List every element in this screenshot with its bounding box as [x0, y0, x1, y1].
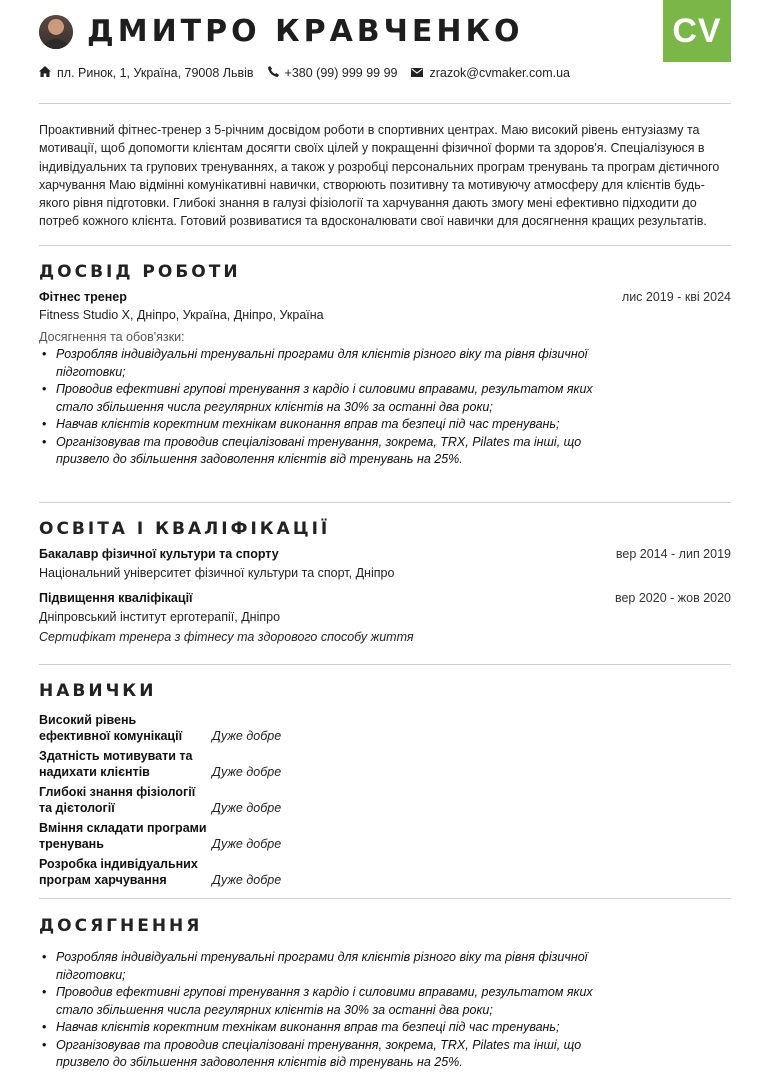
- job-company: Fitness Studio X, Дніпро, Україна, Дніпро, Україна: [39, 308, 324, 322]
- degree-title: Бакалавр фізичної культури та спорту: [39, 547, 279, 561]
- section-title-achievements: ДОСЯГНЕННЯ: [39, 916, 203, 936]
- skill-row: [39, 744, 281, 780]
- course-school: Дніпровський інститут ерготерапії, Дніпро: [39, 610, 281, 624]
- email-text[interactable]: zrazok@cvmaker.com.ua: [429, 66, 570, 80]
- section-title-education: ОСВІТА І КВАЛІФІКАЦІЇ: [39, 519, 331, 539]
- course-dates: вер 2020 - жов 2020: [614, 591, 731, 605]
- skill-name: Високий рівень ефективної комунікації: [39, 713, 183, 743]
- skill-level: Дуже добре: [212, 729, 282, 743]
- list-item: • Навчав клієнтів коректним технікам виконання вправ та безпеці під час тренувань;: [39, 416, 619, 434]
- section-title-skills: НАВИЧКИ: [39, 681, 157, 701]
- job-dates: лис 2019 - кві 2024: [621, 290, 731, 304]
- skill-name: Здатність мотивувати та надихати клієнтів: [39, 749, 193, 779]
- cv-logo-badge: CV: [663, 0, 731, 62]
- skill-name: Вміння складати програми тренувань: [39, 821, 207, 851]
- list-item: • Розробляв індивідуальні тренувальні програми для клієнтів різного віку та рівня фізичної підготовки;: [39, 346, 619, 381]
- candidate-name: ДМИТРО КРАВЧЕНКО: [87, 14, 524, 49]
- skill-level: Дуже добре: [212, 837, 282, 851]
- skill-row: [39, 852, 281, 888]
- education-item-header: [39, 547, 731, 561]
- degree-school: Національний університет фізичної культури та спорт, Дніпро: [39, 566, 395, 580]
- certificate: Сертифікат тренера з фітнесу та здорового способу життя: [39, 630, 414, 644]
- resume-header: [39, 14, 524, 49]
- home-icon: [39, 66, 57, 80]
- list-item: • Організовував та проводив спеціалізовані тренування, зокрема, TRX, Pilates та інші, що призвело до збільшення задоволення клієнтів від тренувань на 25%.: [39, 434, 619, 469]
- address-item: [39, 66, 254, 80]
- skill-level: Дуже добре: [212, 765, 282, 779]
- experience-bullets: [39, 346, 619, 469]
- list-item: • Проводив ефективні групові тренування з кардіо і силовими вправами, результатом яких стало збільшення числа регулярних клієнтів на 30% за останні два роки;: [39, 984, 619, 1019]
- phone-text[interactable]: +380 (99) 999 99 99: [284, 66, 398, 80]
- list-item: • Навчав клієнтів коректним технікам виконання вправ та безпеці під час тренувань;: [39, 1019, 619, 1037]
- skill-row: [39, 780, 281, 816]
- envelope-icon: [411, 66, 429, 80]
- job-title: Фітнес тренер: [39, 290, 127, 304]
- skill-name: Розробка індивідуальних програм харчування: [39, 857, 198, 887]
- skill-name: Глибокі знання фізіології та дієтології: [39, 785, 196, 815]
- skill-level: Дуже добре: [212, 801, 282, 815]
- skill-row: [39, 708, 281, 744]
- education-item-header: [39, 591, 731, 605]
- address-text: пл. Ринок, 1, Україна, 79008 Львів: [57, 66, 254, 80]
- course-title: Підвищення кваліфікації: [39, 591, 193, 605]
- list-item: • Організовував та проводив спеціалізовані тренування, зокрема, TRX, Pilates та інші, що призвело до збільшення задоволення клієнтів від тренувань на 25%.: [39, 1037, 619, 1072]
- skill-row: [39, 816, 281, 852]
- list-item: • Проводив ефективні групові тренування з кардіо і силовими вправами, результатом яких стало збільшення числа регулярних клієнтів на 30% за останні два роки;: [39, 381, 619, 416]
- email-item: [411, 66, 570, 80]
- divider: [39, 898, 731, 899]
- skills-list: [39, 708, 281, 888]
- profile-summary: Проактивний фітнес-тренер з 5-річним досвідом роботи в спортивних центрах. Маю високий рівень ентузіазму та мотивації, щоб допомогти клієнтам досягти своїх цілей у покращенні фізичної форми та здоров'я. Спеціалізуюся в індивідуальних та групових тренуваннях, а також у розробці персональних програм тренувань та програм дієтичного харчування Маю відмінні комунікативні навички, створюють позитивну та мотивуючу атмосферу для клієнтів будь-якого рівня підготовки. Глибокі знання в галузі фізіології та харчування дають змогу мені ефективно підходити до потреб кожного клієнта. Готовий розвиватися та вдосконалювати свої навички для досягнення кращих результатів.: [39, 123, 720, 229]
- avatar: [39, 15, 73, 49]
- experience-header: [39, 290, 731, 304]
- divider: [39, 245, 731, 246]
- section-title-experience: ДОСВІД РОБОТИ: [39, 262, 241, 282]
- contact-info: [39, 66, 584, 80]
- skill-level: Дуже добре: [212, 873, 282, 887]
- duties-label: Досягнення та обов'язки:: [39, 330, 185, 344]
- divider: [39, 502, 731, 503]
- degree-dates: вер 2014 - лип 2019: [615, 547, 731, 561]
- divider: [39, 103, 731, 104]
- achievements-bullets: [39, 949, 619, 1072]
- phone-icon: [268, 66, 285, 80]
- list-item: • Розробляв індивідуальні тренувальні програми для клієнтів різного віку та рівня фізичної підготовки;: [39, 949, 619, 984]
- phone-item: [268, 66, 398, 80]
- divider: [39, 664, 731, 665]
